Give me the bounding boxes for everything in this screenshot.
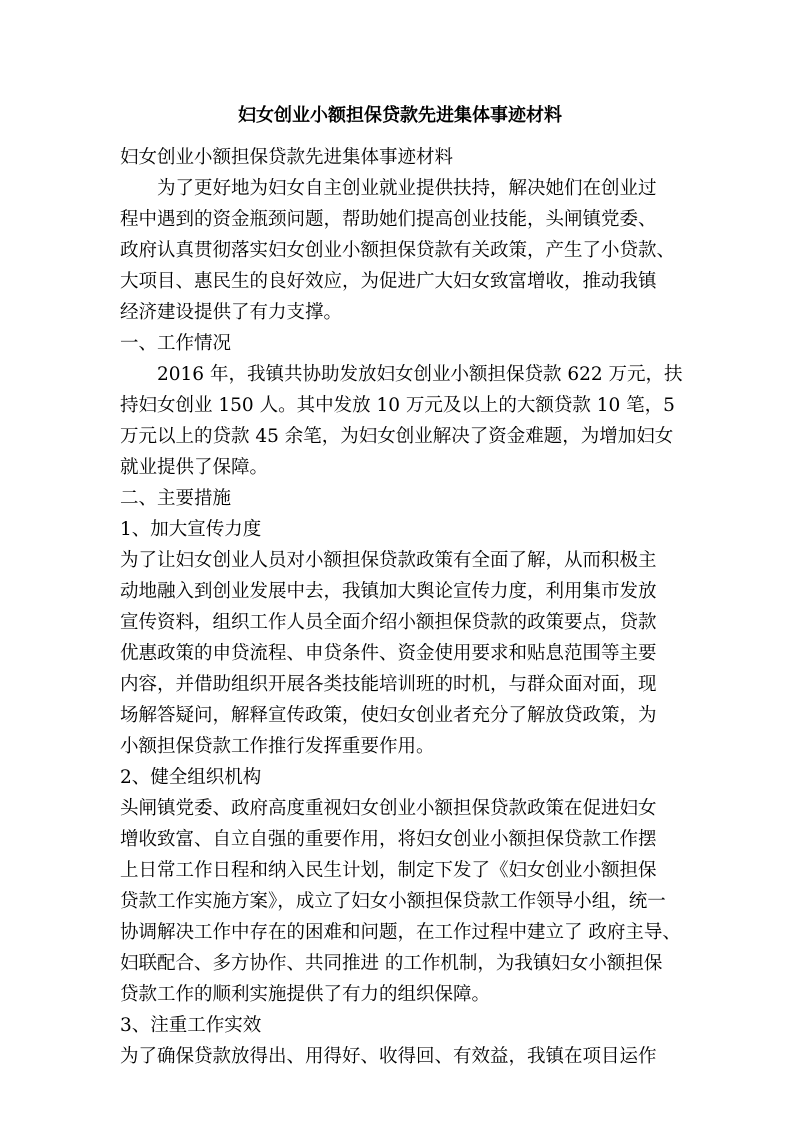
body-line: 上日常工作日程和纳入民生计划，制定下发了《妇女创业小额担保 <box>120 860 657 881</box>
body-line: 场解答疑问，解释宣传政策，使妇女创业者充分了解放贷政策，为 <box>120 705 657 726</box>
body-line: 增收致富、自立自强的重要作用，将妇女创业小额担保贷款工作摆 <box>120 829 657 850</box>
body-line: 2、健全组织机构 <box>120 767 262 788</box>
body-line: 妇女创业小额担保贷款先进集体事迹材料 <box>120 147 454 168</box>
body-line: 小额担保贷款工作推行发挥重要作用。 <box>120 736 435 757</box>
body-line: 优惠政策的申贷流程、申贷条件、资金使用要求和贴息范围等主要 <box>120 643 657 664</box>
body-line: 3、注重工作实效 <box>120 1015 262 1036</box>
body-line: 贷款工作的顺利实施提供了有力的组织保障。 <box>120 984 491 1005</box>
body-line: 就业提供了保障。 <box>120 457 269 478</box>
body-line: 二、主要措施 <box>120 488 232 509</box>
body-line: 宣传资料，组织工作人员全面介绍小额担保贷款的政策要点，贷款 <box>120 612 657 633</box>
body-line: 妇联配合、多方协作、共同推进 的工作机制，为我镇妇女小额担保 <box>120 953 663 974</box>
body-line: 2016 年，我镇共协助发放妇女创业小额担保贷款 622 万元，扶 <box>157 364 683 385</box>
body-line: 为了更好地为妇女自主创业就业提供扶持，解决她们在创业过 <box>157 178 657 199</box>
body-line: 协调解决工作中存在的困难和问题，在工作过程中建立了 政府主导、 <box>120 922 681 943</box>
body-line: 为了确保贷款放得出、用得好、收得回、有效益，我镇在项目运作 <box>120 1046 657 1067</box>
body-line: 政府认真贯彻落实妇女创业小额担保贷款有关政策，产生了小贷款、 <box>120 240 676 261</box>
document-body <box>120 142 700 1072</box>
document-title: 妇女创业小额担保贷款先进集体事迹材料 <box>238 105 562 126</box>
body-line: 头闸镇党委、政府高度重视妇女创业小额担保贷款政策在促进妇女 <box>120 798 657 819</box>
body-line: 1、加大宣传力度 <box>120 519 262 540</box>
body-line: 大项目、惠民生的良好效应，为促进广大妇女致富增收，推动我镇 <box>120 271 657 292</box>
body-line: 内容，并借助组织开展各类技能培训班的时机，与群众面对面，现 <box>120 674 657 695</box>
body-line: 经济建设提供了有力支撑。 <box>120 302 343 323</box>
body-line: 一、工作情况 <box>120 333 232 354</box>
body-line: 贷款工作实施方案》，成立了妇女小额担保贷款工作领导小组，统一 <box>120 891 666 912</box>
body-line: 万元以上的贷款 45 余笔，为妇女创业解决了资金难题，为增加妇女 <box>120 426 674 447</box>
body-line: 为了让妇女创业人员对小额担保贷款政策有全面了解，从而积极主 <box>120 550 657 571</box>
body-line: 动地融入到创业发展中去，我镇加大舆论宣传力度，利用集市发放 <box>120 581 657 602</box>
body-line: 程中遇到的资金瓶颈问题，帮助她们提高创业技能，头闸镇党委、 <box>120 209 657 230</box>
body-line: 持妇女创业 150 人。其中发放 10 万元及以上的大额贷款 10 笔，5 <box>120 395 675 416</box>
